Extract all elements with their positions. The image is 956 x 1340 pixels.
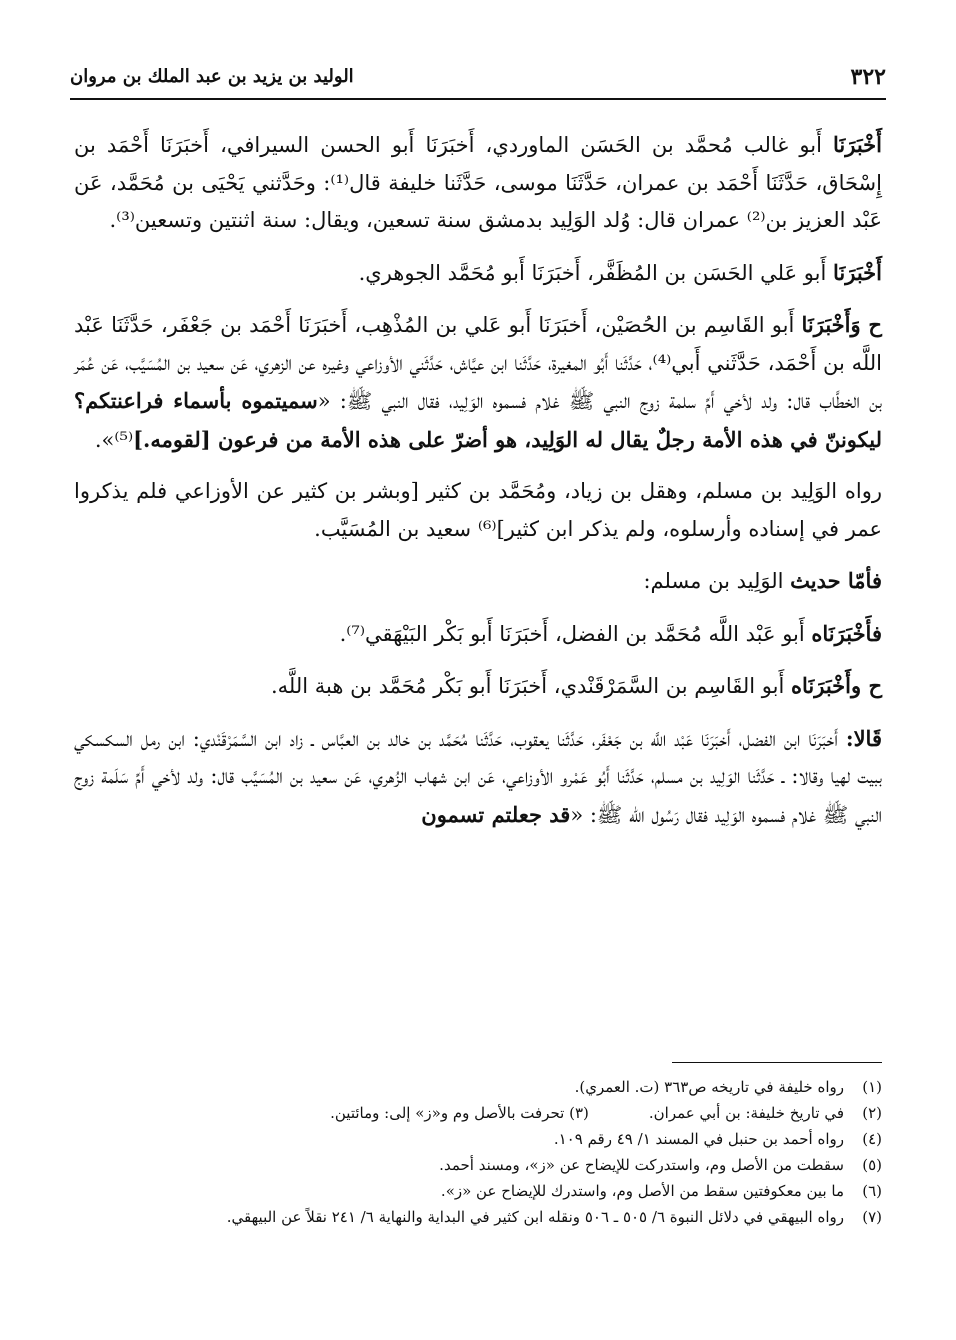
paragraph [74,306,882,459]
page-header [70,60,886,96]
footnote [74,1126,882,1152]
paragraph-text: أَبو عَبْد اللَّه مُحَمَّد بن الفضل، أَخبَرَنَا أَبو بَكْر البَيْهَقي⁽⁷⁾. [339,621,812,646]
paragraph [74,126,882,240]
paragraph-text: أَبو عَلي الحَسَن بن المُظَفَّر، أَخبَرَنَا أَبو مُحَمَّد الجوهري. [358,260,834,285]
footnote-number: (٦) [862,1182,882,1200]
hadith-quote: قد جعلتم تسمون [421,801,571,827]
footnote-number: (١) [862,1078,882,1096]
paragraph-text: أَبو القَاسِم بن الحُصَيْن، أَخبَرَنَا أَبو عَلي بن المُذْهِب، أَخبَرَنَا أَحْمَد بن جَعْفَر، حَدَّثَنَا عَبْد اللَّه بن أَحْمَد، حَدَّثَني أَبي⁽⁴⁾، حَدَّثَنا أَبُو المغيرة، حَدَّثَنا ابن عيَّاش، حَدَّثَني الأوزاعي وغيره عن الزهري، عَن سعيد بن المُسَيَّب، عَن عُمَر بن الخطَّاب قال: ولد لأخي أَمِّ سلمة زوج النبي ﷺ غلام فسموه الوَلِيد، فقال النبي ﷺ: « [74,313,883,413]
paragraph-lead: فأمّا حديث [790,568,882,593]
footnote-text: رواه خليفة في تاريخه ص٣٦٣ (ت. العمري). [574,1078,844,1096]
footnote-number: (٧) [862,1208,882,1226]
footnote-text: سقطت من الأصل وم، واستدركت للإيضاح عن «ز»، ومسند أحمد. [439,1156,844,1174]
footnote-separator [672,1062,882,1063]
paragraph-lead: أَخْبَرَنَا [833,259,882,285]
paragraph-lead: فأَخْبَرَنَاه [811,620,882,646]
paragraph-lead: ح وَأَخْبَرَنَا [801,312,882,337]
footnote-text: ما بين معكوفتين سقط من الأصل وم، واستدرك للإيضاح عن «ز». [440,1182,844,1200]
footnotes [74,1074,882,1230]
footnote-text: في تاريخ خليفة: بن أبي عمران. [648,1104,844,1122]
paragraph-text: رواه الوَلِيد بن مسلم، وهقل بن زياد، ومُحَمَّد بن كثير [وبشر بن كثير عن الأوزاعي فلم يذكروا عمر في إسناده وأرسلوه، ولم يذكر ابن كثير]⁽⁶⁾ سعيد بن المُسَيَّب. [74,479,882,541]
footnote-number: (٢) [862,1104,882,1122]
paragraph-text: الوَلِيد بن مسلم: [643,569,791,593]
running-title: الوليد بن يزيد بن عبد الملك بن مروان [70,66,354,87]
footnote [74,1204,882,1230]
footnote-text: رواه أحمد بن حنبل في المسند ١/ ٤٩ رقم ١٠٩. [553,1130,844,1148]
footnote [74,1152,882,1178]
paragraph [74,667,882,706]
paragraph-text: أَخبَرَنَا ابن الفضل، أَخبَرَنَا عَبْد اللَّه بن جَعْفَر، حَدَّثَنا يعقوب، حَدَّثَنا مُحَمَّد بن خالد بن العبَّاس ـ زاد ابن السَّمَرْقَنْدي: ابن رمل السكسكي ببيت لهيا وقالا: ـ حَدَّثَنا الوَلِيد بن مسلم، حَدَّثَنا أَبُو عَمْرو الأوزاعي، عَن ابن شهاب الزُهري، عَن سعيد بن المُسَيَّب قال: ولد لأخي أَمِّ سَلَمة زوج النبي ﷺ غلام فسموه الوَلِيد فقال رَسُول الله ﷺ: « [74,726,882,827]
paragraph [74,720,882,835]
footnote [74,1100,882,1126]
footnote [74,1178,882,1204]
footnote-text: رواه البيهقي في دلائل النبوة ٦/ ٥٠٥ ـ ٥٠٦ ونقله ابن كثير في البداية والنهاية ٦/ ٢٤١ نقلاً عن البيهقي. [226,1208,844,1226]
hadith-quote: سميتموه بأسماء فراعنتكم؟ ليكوننّ في هذه الأمة رجلٌ يقال له الوَلِيد، هو أضرّ على هذه الأمة من فرعون [لقومه.] [74,388,882,452]
footnote [74,1074,882,1100]
paragraph-lead: قَالا: [845,725,882,751]
paragraph [74,254,882,293]
footnote-number: (٣) [569,1104,589,1122]
header-rule [70,98,886,100]
paragraph-text: أَبو غالب مُحمَّد بن الحَسَن الماوردي، أَخبَرَنَا أَبو الحسن السيرافي، أَخبَرَنَا أَحْمَد بن إِسْحَاق، حَدَّثَنَا أَحْمَد بن عمران، حَدَّثَنَا موسى، حَدَّثَنا خليفة قال⁽¹⁾: وحَدَّثني يَحْيَى بن مُحَمَّد، عَن عَبْد العزيز بن⁽²⁾ عمران قال: وُلد الوَلِيد بدمشق سنة تسعين، ويقال: سنة اثنتين وتسعين⁽³⁾. [74,133,882,232]
footnote-number: (٥) [862,1156,882,1174]
paragraph-lead: أَخْبَرَنَا [833,132,882,157]
footnote-text: تحرفت بالأصل وم و«ز» إلى: ومائتين. [330,1104,565,1122]
paragraph [74,562,882,601]
paragraph-text: أَبو القَاسِم بن السَّمَرْقَنْدي، أَخبَرَنَا أَبو بَكْر مُحَمَّد بن هبة اللَّه. [270,674,791,698]
footnote-number: (٤) [862,1130,882,1148]
paragraph-tail: ⁽⁵⁾». [94,427,134,452]
paragraph-lead: ح وأَخْبَرَنَاه [791,673,882,698]
page-number: ٣٢٢ [850,64,886,90]
main-text [74,126,882,848]
paragraph [74,615,882,654]
paragraph [74,473,882,548]
